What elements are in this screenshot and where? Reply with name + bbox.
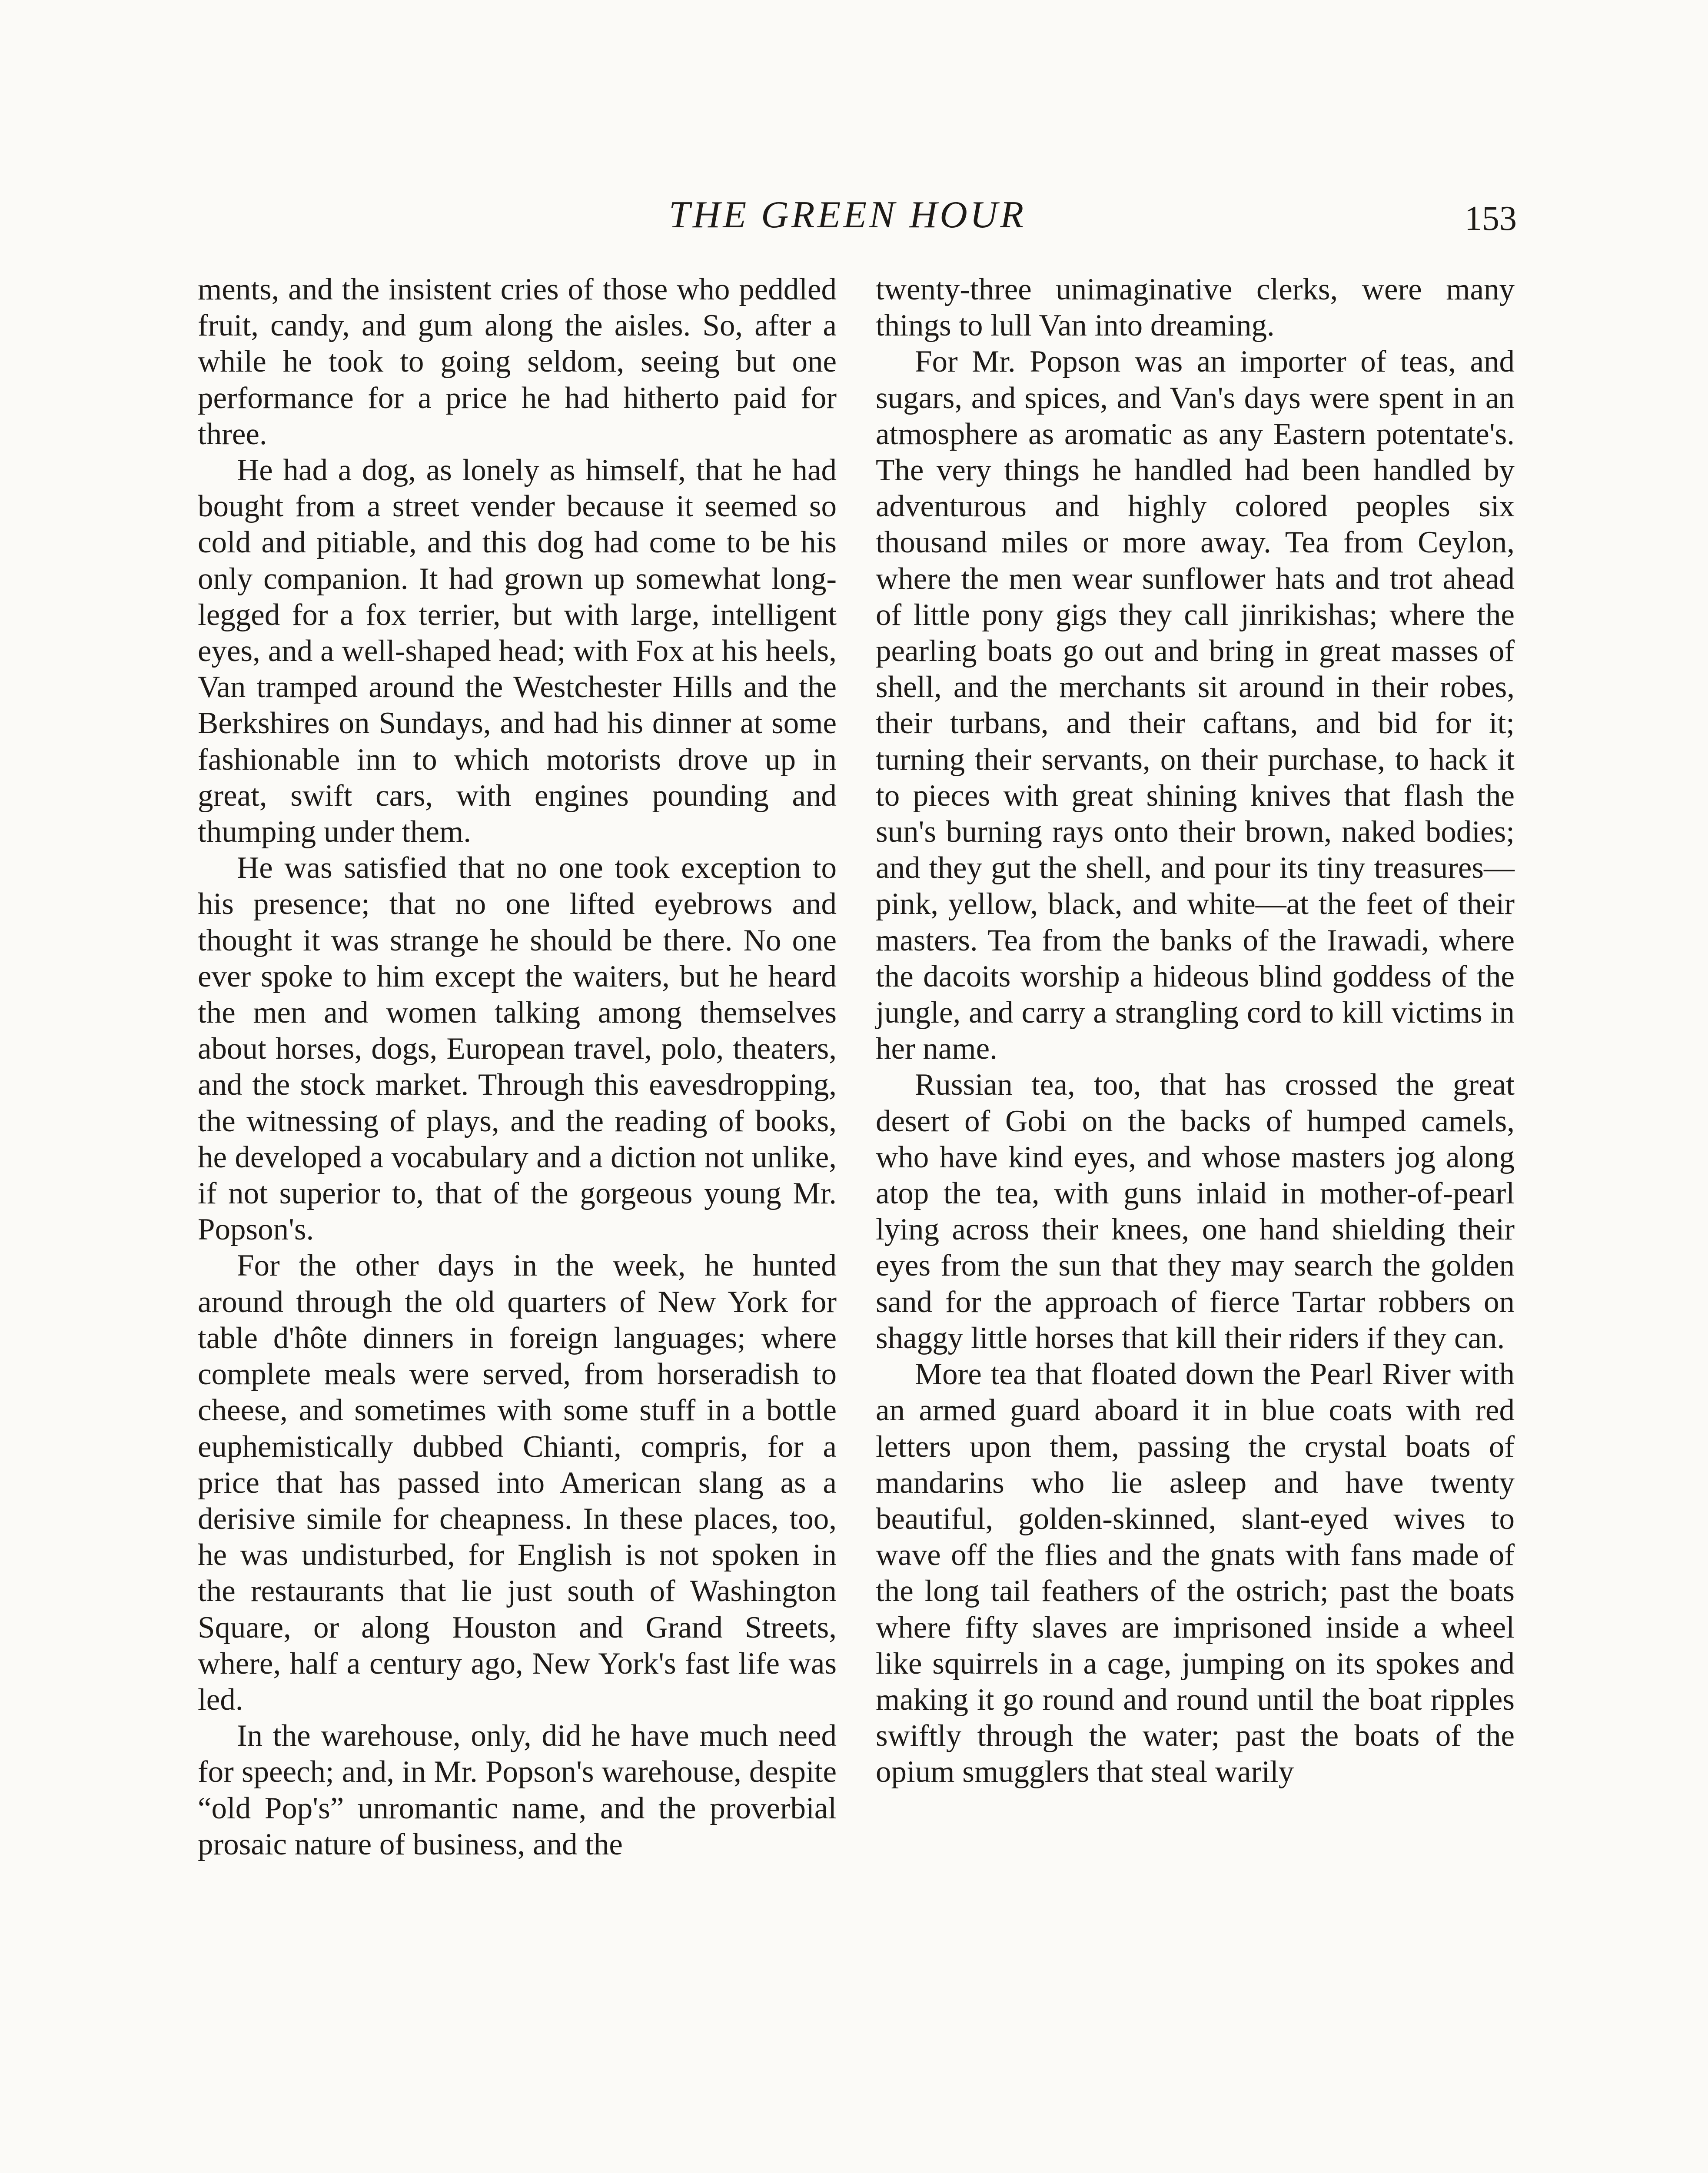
paragraph: Russian tea, too, that has crossed the great desert of Gobi on the backs of humped camels, who have kind eyes, and whose masters jog along atop the tea, with guns inlaid in mother-of-pearl lying across their knees, one hand shielding their eyes from the sun that they may search the golden sand for the approach of fierce Tartar robbers on shaggy little horses that kill their riders if they can. <box>876 1068 1515 1355</box>
paragraph: For the other days in the week, he hunted around through the old quarters of New York for table d'hôte dinners in foreign languages; where complete meals were served, from horseradish to cheese, and sometimes with some stuff in a bottle euphemistically dubbed Chianti, compris, for a price that has passed into American slang as a derisive simile for cheapness. In these places, too, he was undisturbed, for English is not spoken in the restaurants that lie just south of Washington Square, or along Houston and Grand Streets, where, half a century ago, New York's fast life was led. <box>198 1249 837 1717</box>
paragraph: In the warehouse, only, did he have much need for speech; and, in Mr. Popson's warehouse, despite “old Pop's” unromantic name, and the proverbial prosaic nature of business, and the <box>198 1719 837 1861</box>
running-head <box>0 191 1708 248</box>
paragraph: ments, and the insistent cries of those who peddled fruit, candy, and gum along the aisles. So, after a while he took to going seldom, seeing but one performance for a price he had hitherto paid for three. <box>198 272 837 451</box>
page-title: THE GREEN HOUR <box>668 194 1027 236</box>
paragraph: twenty-three unimaginative clerks, were many things to lull Van into dreaming. <box>876 272 1515 343</box>
paragraph: He had a dog, as lonely as himself, that he had bought from a street vender because it seemed so cold and pitiable, and this dog had come to be his only companion. It had grown up somewhat long-legged for a fox terrier, but with large, intelligent eyes, and a well-shaped head; with Fox at his heels, Van tramped around the Westchester Hills and the Berkshires on Sundays, and had his dinner at some fashionable inn to which motorists drove up in great, swift cars, with engines pounding and thumping under them. <box>198 453 837 849</box>
paragraph: For Mr. Popson was an importer of teas, and sugars, and spices, and Van's days were spent in an atmosphere as aromatic as any Eastern potentate's. The very things he handled had been handled by adventurous and highly colored peoples six thousand miles or more away. Tea from Ceylon, where the men wear sunflower hats and trot ahead of little pony gigs they call jinrikishas; where the pearling boats go out and bring in great masses of shell, and the merchants sit around in their robes, their turbans, and their caftans, and bid for it; turning their servants, on their purchase, to hack it to pieces with great shining knives that flash the sun's burning rays onto their brown, naked bodies; and they gut the shell, and pour its tiny treasures—pink, yellow, black, and white—at the feet of their masters. Tea from the banks of the Irawadi, where the dacoits worship a hideous blind goddess of the jungle, and carry a strangling cord to kill victims in her name. <box>876 345 1515 1066</box>
left-column <box>198 272 837 1863</box>
page-number: 153 <box>1465 199 1517 238</box>
right-column <box>876 272 1515 1791</box>
paragraph: He was satisfied that no one took exception to his presence; that no one lifted eyebrows and thought it was strange he should be there. No one ever spoke to him except the waiters, but he heard the men and women talking among themselves about horses, dogs, European travel, polo, theaters, and the stock market. Through this eavesdropping, the witnessing of plays, and the reading of books, he developed a vocabulary and a diction not unlike, if not superior to, that of the gorgeous young Mr. Popson's. <box>198 851 837 1247</box>
paragraph: More tea that floated down the Pearl River with an armed guard aboard it in blue coats with red letters upon them, passing the crystal boats of mandarins who lie asleep and have twenty beautiful, golden-skinned, slant-eyed wives to wave off the flies and the gnats with fans made of the long tail feathers of the ostrich; past the boats where fifty slaves are imprisoned inside a wheel like squirrels in a cage, jumping on its spokes and making it go round and round until the boat ripples swiftly through the water; past the boats of the opium smugglers that steal warily <box>876 1357 1515 1789</box>
